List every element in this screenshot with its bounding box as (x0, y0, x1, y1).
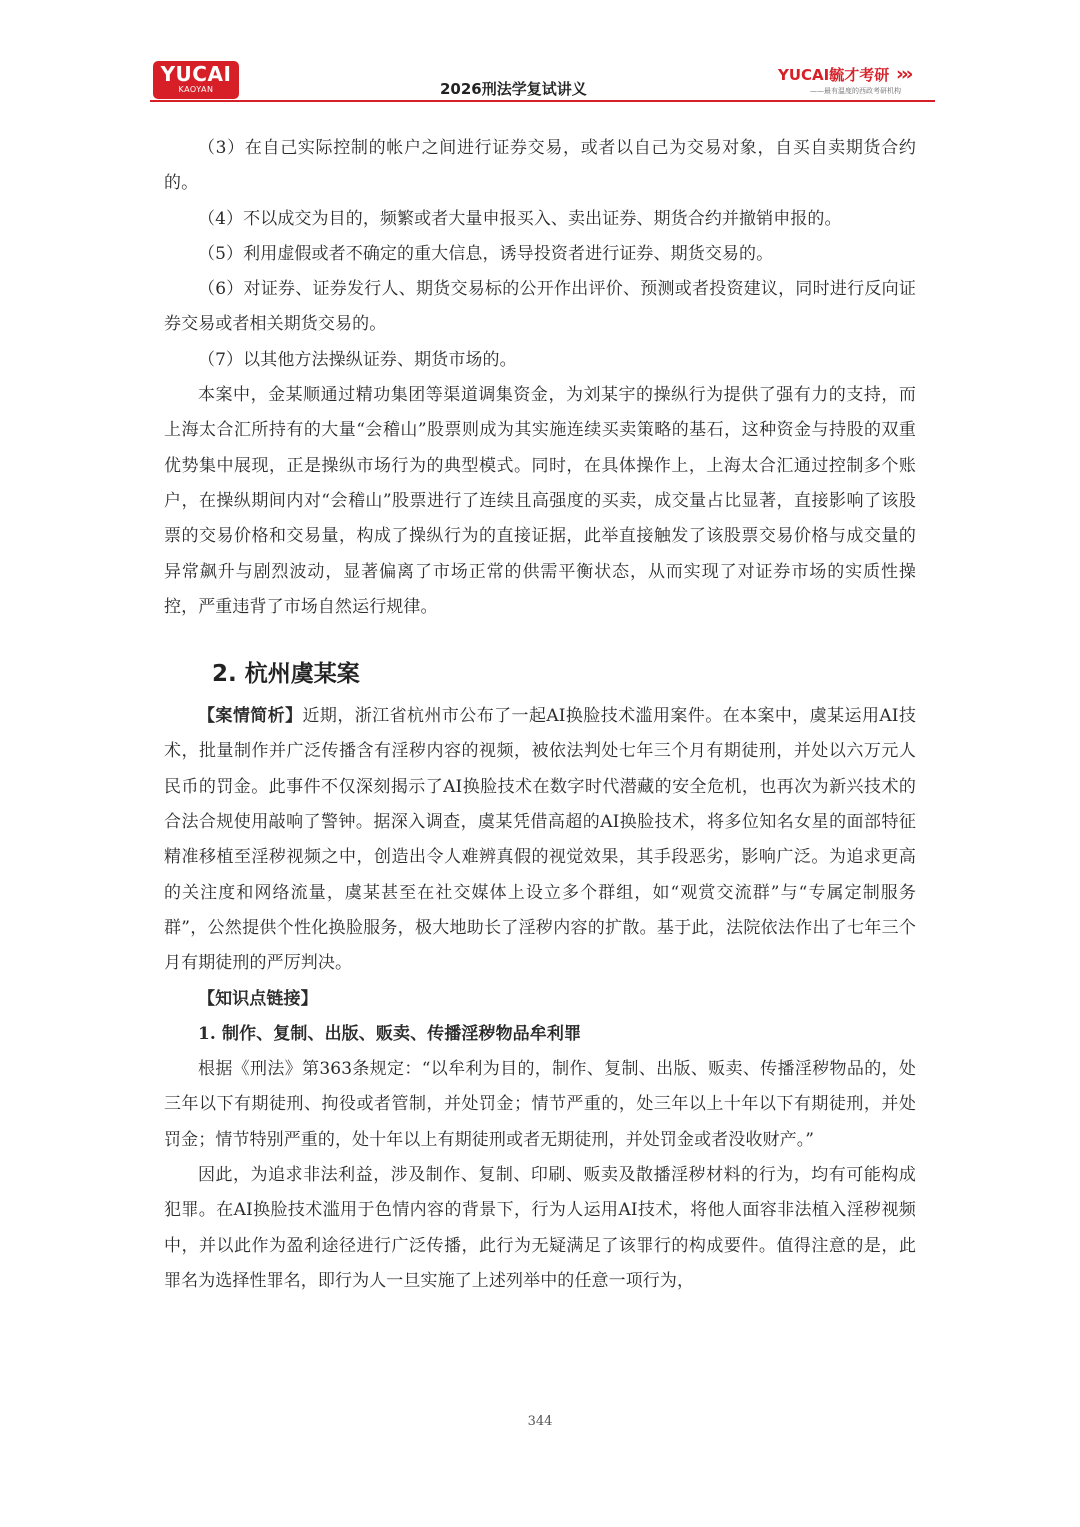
case-analysis-paragraph: 本案中，金某顺通过精功集团等渠道调集资金，为刘某宇的操纵行为提供了强有力的支持，而上海太合汇所持有的大量“会稽山”股票则成为其实施连续买卖策略的基石，这种资金与持股的双重优势集中展现，正是操纵市场行为的典型模式。同时，在具体操作上，上海太合汇通过控制多个账户，在操纵期间内对“会稽山”股票进行了连续且高强度的买卖，成交量占比显著，直接影响了该股票的交易价格和交易量，构成了操纵行为的直接证据，此举直接触发了该股票交易价格与成交量的异常飙升与剧烈波动，显著偏离了市场正常的供需平衡状态，从而实现了对证券市场的实质性操控，严重违背了市场自然运行规律。 (164, 385, 916, 617)
case-summary-label: 【案情简析】 (198, 706, 303, 727)
logo-sub-text: KAOYAN (178, 85, 214, 94)
knowledge-link-label (164, 982, 916, 1017)
case-summary-paragraph (164, 699, 916, 981)
page-header (0, 0, 1080, 110)
law-article-paragraph: 根据《刑法》第363条规定：“以牟利为目的，制作、复制、出版、贩卖、传播淫秽物品的，处三年以下有期徒刑、拘役或者管制，并处罚金；情节严重的，处三年以上十年以下有期徒刑，并处罚金；情节特别严重的，处十年以上有期徒刑或者无期徒刑，并处罚金或者没收财产。” (164, 1059, 916, 1150)
paragraph-item-6: （6）对证券、证券发行人、期货交易标的公开作出评价、预测或者投资建议，同时进行反向证券交易或者相关期货交易的。 (164, 279, 916, 335)
knowledge-link-text: 【知识点链接】 (198, 988, 318, 1009)
yucai-logo (153, 61, 239, 99)
crime-subheading (164, 1017, 916, 1052)
logo-main-text: YUCAI (160, 62, 232, 86)
brand-tagline: ——最有温度的西政考研机构 (810, 87, 901, 95)
paragraph-item-3: （3）在自己实际控制的帐户之间进行证券交易，或者以自己为交易对象，自买自卖期货合约的。 (164, 138, 916, 194)
header-divider (150, 100, 935, 102)
chevron-right-icon: ››› (896, 63, 911, 85)
brand-name: YUCAI毓才考研 (778, 66, 890, 84)
paragraph-item-7: （7）以其他方法操纵证券、期货市场的。 (198, 349, 517, 370)
case-summary-text: 近期，浙江省杭州市公布了一起AI换脸技术滥用案件。在本案中，虞某运用AI技术，批量制作并广泛传播含有淫秽内容的视频，被依法判处七年三个月有期徒刑，并处以六万元人民币的罚金。此事件不仅深刻揭示了AI换脸技术在数字时代潜藏的安全危机，也再次为新兴技术的合法合规使用敲响了警钟。据深入调查，虞某凭借高超的AI换脸技术，将多位知名女星的面部特征精准移植至淫秽视频之中，创造出令人难辨真假的视觉效果，其手段恶劣，影响广泛。为追求更高的关注度和网络流量，虞某甚至在社交媒体上设立多个群组，如“观赏交流群”与“专属定制服务群”，公然提供个性化换脸服务，极大地助长了淫秽内容的扩散。基于此，法院依法作出了七年三个月有期徒刑的严厉判决。 (164, 706, 916, 974)
paragraph-item-4: （4）不以成交为目的，频繁或者大量申报买入、卖出证券、期货合约并撤销申报的。 (198, 208, 842, 229)
document-title: 2026刑法学复试讲义 (440, 80, 587, 98)
paragraph-item-5: （5）利用虚假或者不确定的重大信息，诱导投资者进行证券、期货交易的。 (198, 243, 774, 264)
page-body (164, 131, 916, 1299)
analysis-paragraph: 因此，为追求非法利益，涉及制作、复制、印刷、贩卖及散播淫秽材料的行为，均有可能构成犯罪。在AI换脸技术滥用于色情内容的背景下，行为人运用AI技术，将他人面容非法植入淫秽视频中，并以此作为盈利途径进行广泛传播，此行为无疑满足了该罪行的构成要件。值得注意的是，此罪名为选择性罪名，即行为人一旦实施了上述列举中的任意一项行为， (164, 1165, 916, 1291)
crime-subheading-text: 1. 制作、复制、出版、贩卖、传播淫秽物品牟利罪 (198, 1023, 582, 1044)
page-number: 344 (527, 1414, 553, 1429)
yucai-brand-logo (778, 64, 938, 98)
section-heading: 2. 杭州虞某案 (212, 661, 360, 688)
